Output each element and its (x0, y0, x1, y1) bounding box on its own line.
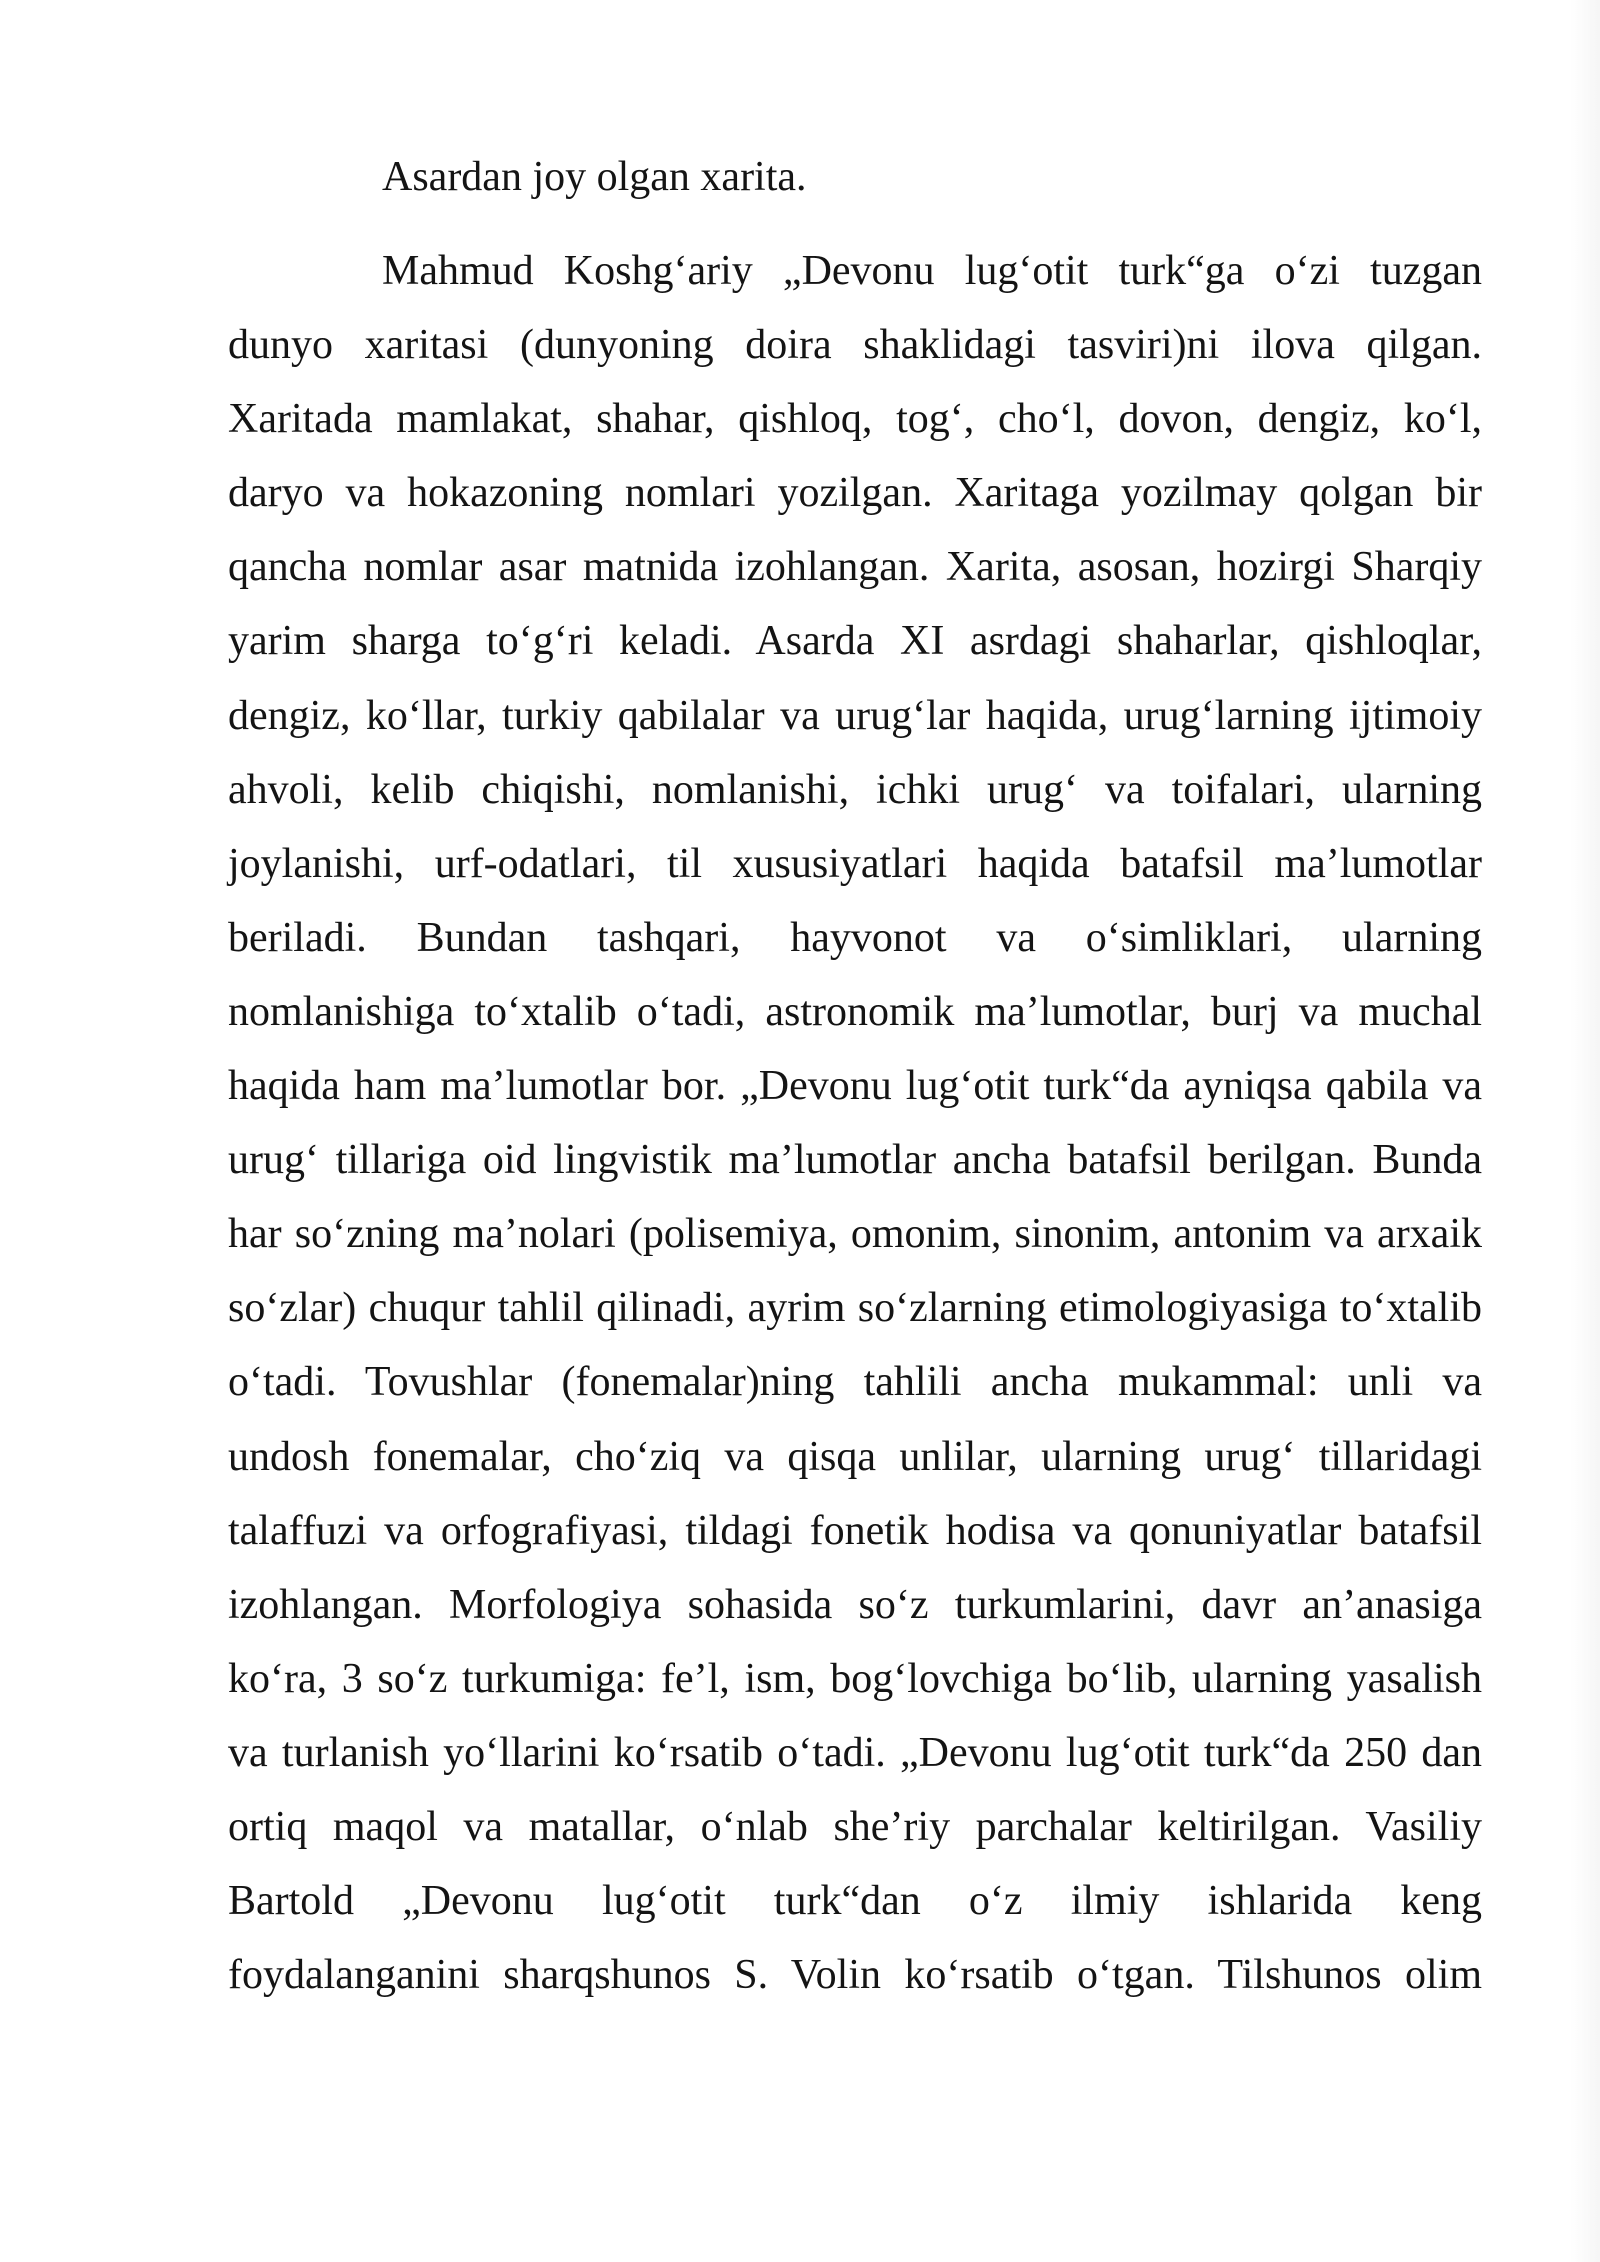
text-line: urug‘ tillariga oid lingvistik ma’lumotlar ancha batafsil berilgan. Bunda (228, 1137, 1482, 1184)
text-line: qancha nomlar asar matnida izohlangan. Xarita, asosan, hozirgi Sharqiy (228, 544, 1482, 591)
text-line: Bartold „Devonu lug‘otit turk“dan o‘z ilmiy ishlarida keng (228, 1878, 1482, 1925)
text-line: dengiz, ko‘llar, turkiy qabilalar va urug‘lar haqida, urug‘larning ijtimoiy (228, 692, 1482, 739)
text-line: va turlanish yo‘llarini ko‘rsatib o‘tadi. „Devonu lug‘otit turk“da 250 dan (228, 1729, 1482, 1776)
text-line: beriladi. Bundan tashqari, hayvonot va o‘simliklari, ularning (228, 914, 1482, 961)
text-line: daryo va hokazoning nomlari yozilgan. Xaritaga yozilmay qolgan bir (228, 470, 1482, 517)
text-line: ko‘ra, 3 so‘z turkumiga: fe’l, ism, bog‘lovchiga bo‘lib, ularning yasalish (228, 1655, 1482, 1702)
text-line: o‘tadi. Tovushlar (fonemalar)ning tahlili ancha mukammal: unli va (228, 1359, 1482, 1406)
text-line: so‘zlar) chuqur tahlil qilinadi, ayrim so‘zlarning etimologiyasiga to‘xtalib (228, 1285, 1482, 1332)
text-line: izohlangan. Morfologiya sohasida so‘z turkumlarini, davr an’anasiga (228, 1581, 1482, 1628)
text-line: foydalanganini sharqshunos S. Volin ko‘rsatib o‘tgan. Tilshunos olim (228, 1952, 1482, 1999)
text-line: haqida ham ma’lumotlar bor. „Devonu lug‘otit turk“da ayniqsa qabila va (228, 1063, 1482, 1110)
text-line: yarim sharga to‘g‘ri keladi. Asarda XI asrdagi shaharlar, qishloqlar, (228, 618, 1482, 665)
text-line: Xaritada mamlakat, shahar, qishloq, tog‘, cho‘l, dovon, dengiz, ko‘l, (228, 396, 1482, 443)
text-line: nomlanishiga to‘xtalib o‘tadi, astronomik ma’lumotlar, burj va muchal (228, 988, 1482, 1035)
text-line: undosh fonemalar, cho‘ziq va qisqa unlilar, ularning urug‘ tillaridagi (228, 1433, 1482, 1480)
text-line: ortiq maqol va matallar, o‘nlab she’riy parchalar keltirilgan. Vasiliy (228, 1803, 1482, 1850)
text-line: talaffuzi va orfografiyasi, tildagi fonetik hodisa va qonuniyatlar batafsil (228, 1507, 1482, 1554)
intro-paragraph: Asardan joy olgan xarita. (382, 154, 807, 200)
body-paragraph (228, 234, 1482, 2012)
text-line: joylanishi, urf-odatlari, til xususiyatlari haqida batafsil ma’lumotlar (228, 840, 1482, 887)
text-line: dunyo xaritasi (dunyoning doira shaklidagi tasviri)ni ilova qilgan. (228, 322, 1482, 369)
text-line: har so‘zning ma’nolari (polisemiya, omonim, sinonim, antonim va arxaik (228, 1211, 1482, 1258)
page-edge-shadow (1570, 0, 1600, 2262)
text-line: ahvoli, kelib chiqishi, nomlanishi, ichki urug‘ va toifalari, ularning (228, 766, 1482, 813)
text-line: Mahmud Koshg‘ariy „Devonu lug‘otit turk“ga o‘zi tuzgan (382, 248, 1482, 294)
